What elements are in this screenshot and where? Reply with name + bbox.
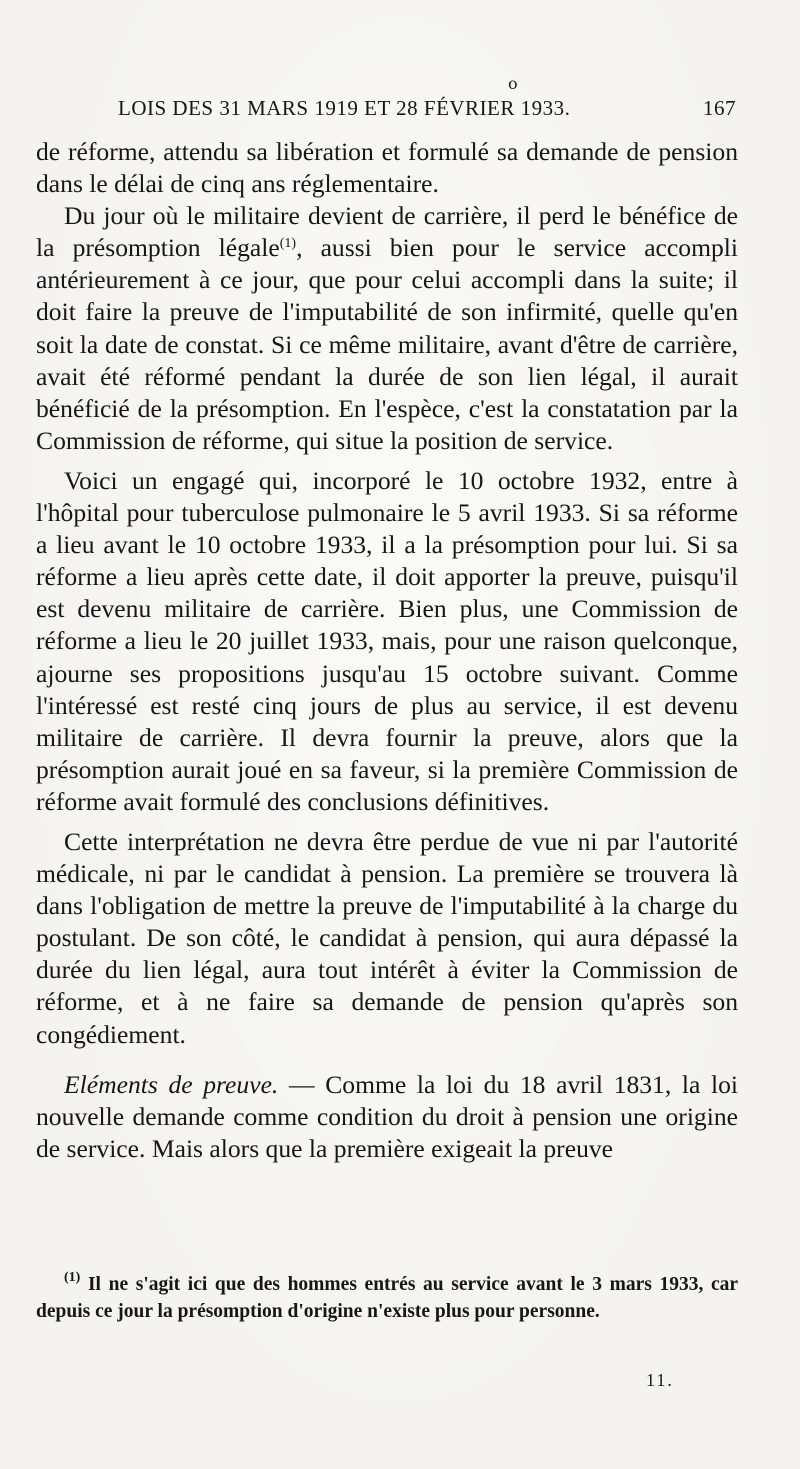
paragraph-2-rest: , aussi bien pour le service accompli antérieurement à ce jour, que pour celui accompli dans la suite; il doit faire la preuve de l'imputabilité de son infirmité, quelle qu'en soit la date de constat. Si ce même militaire, avant d'être de carrière, avait été réformé pendant la durée de son lien légal, il aurait bénéficié de la présomption. En l'espèce, c'est la constatation par la Commission de réforme, qui situe la position de service.	[36, 233, 738, 455]
running-header	[118, 92, 736, 124]
page-number: 167	[703, 96, 736, 120]
signature-mark: 11.	[646, 1370, 674, 1390]
header-title: LOIS DES 31 MARS 1919 ET 28 FÉVRIER 1933.	[118, 96, 571, 120]
footnotes	[36, 1271, 738, 1325]
footnote-1	[36, 1271, 738, 1325]
paragraph-2	[36, 200, 738, 457]
paragraph-5	[36, 1069, 738, 1165]
paragraph-5-text: Comme la loi du 18 avril 1831, la loi nouvelle demande comme condition du droit à pension une origine de service. Mais alors que la première exigeait la preuve	[36, 1069, 738, 1163]
footnote-text: Il ne s'agit ici que des hommes entrés au service avant le 3 mars 1933, car depuis ce jour la présomption d'origine n'existe plus pour personne.	[36, 1274, 739, 1322]
paragraph-4: Cette interprétation ne devra être perdue de vue ni par l'autorité médicale, ni par le candidat à pension. La première se trouvera là dans l'obligation de mettre la preuve de l'imputabilité à la charge du postulant. De son côté, le candidat à pension, qui aura dépassé la durée du lien légal, aura tout intérêt à éviter la Commission de réforme, et à ne faire sa demande de pension qu'après son congédiement.	[36, 826, 738, 1049]
footnote-ref: (1)	[279, 236, 297, 252]
footnote-marker: (1)	[64, 1270, 81, 1285]
paragraph-3: Voici un engagé qui, incorporé le 10 octobre 1932, entre à l'hôpital pour tuberculose pulmonaire le 5 avril 1933. Si sa réforme a lieu avant le 10 octobre 1933, il a la présomption pour lui. Si sa réforme a lieu après cette date, il doit apporter la preuve, puisqu'il est devenu militaire de carrière. Bien plus, une Commission de réforme a lieu le 20 juillet 1933, mais, pour une raison quelconque, ajourne ses propositions jusqu'au 15 octobre suivant. Comme l'intéressé est resté cinq jours de plus au service, il est devenu militaire de carrière. Il devra fournir la preuve, alors que la présomption aurait joué en sa faveur, si la première Commission de réforme avait formulé des conclusions définitives.	[36, 465, 738, 816]
top-mark: o	[508, 74, 518, 93]
paragraph-2-start: Du jour où le militaire devient de carrière, il perd le bénéfice de la présomption légale	[36, 201, 738, 263]
body-text	[36, 136, 738, 1165]
paragraph-1: de réforme, attendu sa libération et formulé sa demande de pension dans le délai de cinq ans réglementaire.	[36, 137, 738, 199]
heading-dash: —	[278, 1069, 326, 1099]
section-heading: Eléments de preuve.	[64, 1069, 279, 1099]
